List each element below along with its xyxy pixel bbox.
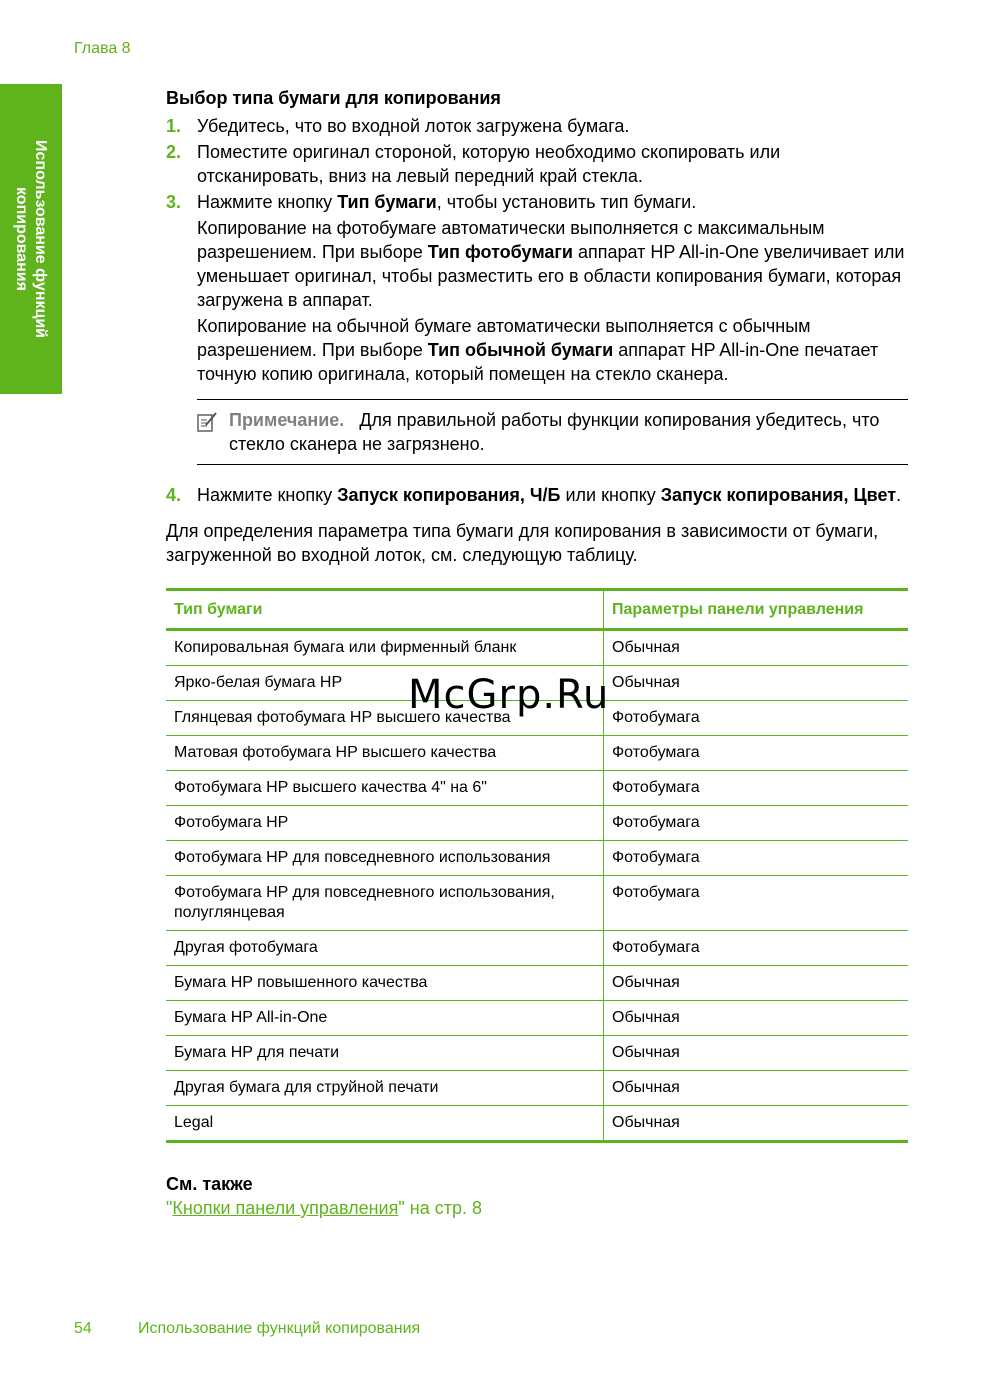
table-row [166,931,908,966]
control-panel-setting-cell: Обычная [604,1001,909,1036]
table-row [166,771,908,806]
table-row [166,1071,908,1106]
control-panel-setting-cell: Фотобумага [604,771,909,806]
paper-type-cell: Бумага HP All-in-One [166,1001,604,1036]
note-pencil-icon [197,412,219,432]
see-also-reference [166,1196,908,1220]
control-panel-setting-cell: Фотобумага [604,876,909,931]
paper-type-cell: Бумага HP для печати [166,1036,604,1071]
table-row [166,841,908,876]
table-row [166,806,908,841]
chapter-label: Глава 8 [74,40,131,57]
button-name: Тип бумаги [337,192,437,212]
table-row [166,1036,908,1071]
plain-paper-paragraph [197,314,908,386]
paper-type-cell: Фотобумага HP для повседневного использования, полуглянцевая [166,876,604,931]
text-run: Копирование на фотобумаге автоматически выполняется с максимальным разрешением. При выборе [197,218,825,262]
quote-mark: " [398,1198,405,1218]
option-name: Тип обычной бумаги [427,340,614,360]
control-panel-setting-cell: Обычная [612,1114,680,1131]
step-3 [166,190,908,386]
page-number: 54 [74,1320,92,1337]
step-text: Поместите оригинал стороной, которую необходимо скопировать или отсканировать, вниз на левый передний край стекла. [197,142,781,186]
control-panel-setting-cell: Обычная [604,1071,909,1106]
table-row [166,966,908,1001]
table-row [166,736,908,771]
paper-type-cell: Фотобумага HP высшего качества 4" на 6" [166,771,604,806]
table-intro: Для определения параметра типа бумаги для копирования в зависимости от бумаги, загруженной во входной лоток, см. следующую таблицу. [166,521,879,565]
step-number: 1. [166,116,182,136]
option-name: Тип фотобумаги [427,242,573,262]
paper-type-cell: Бумага HP повышенного качества [166,966,604,1001]
main-content [166,86,908,1220]
step-text: Убедитесь, что во входной лоток загружена бумага. [197,116,630,136]
control-panel-setting-cell: Обычная [604,1036,909,1071]
text-run: , чтобы установить тип бумаги. [436,192,697,212]
text-run: аппарат HP All-in-One печатает точную копию оригинала, который помещен на стекло сканера. [197,340,879,384]
note-label: Примечание. [229,410,345,430]
step-2 [166,140,908,188]
side-tab-line1: Использование функций [32,140,49,338]
column-header-control-panel: Параметры панели управления [604,590,909,630]
step-number: 4. [166,485,182,505]
table-row [166,1106,908,1142]
control-panel-setting-cell: Обычная [604,666,909,701]
paper-type-cell: Ярко-белая бумага HP [166,666,604,701]
button-name: Запуск копирования, Цвет [660,485,897,505]
control-panel-setting-cell: Фотобумага [604,736,909,771]
control-panel-setting-cell: Фотобумага [604,806,909,841]
table-row [166,630,908,666]
control-panel-setting-cell: Фотобумага [604,701,909,736]
text-run: Нажмите кнопку [197,192,338,212]
control-panel-buttons-link[interactable]: Кнопки панели управления [172,1198,399,1218]
step-text [197,190,908,214]
note-text: Для правильной работы функции копирования убедитесь, что стекло сканера не загрязнено. [229,410,880,454]
page-footer [74,1320,420,1338]
step-4 [166,483,908,507]
column-header-paper-type: Тип бумаги [166,590,604,630]
table-row [166,1001,908,1036]
page-reference: на стр. 8 [404,1198,482,1218]
paper-type-cell: Фотобумага HP [166,806,604,841]
step-number: 2. [166,142,182,162]
paper-type-cell: Глянцевая фотобумага HP высшего качества [166,701,604,736]
see-also-title: См. также [166,1174,253,1194]
paper-type-cell: Фотобумага HP для повседневного использования [166,841,604,876]
control-panel-setting-cell: Обычная [604,966,909,1001]
side-tab-line2: копирования [13,187,30,291]
control-panel-setting-cell: Обычная [604,630,909,666]
text-run: аппарат HP All-in-One увеличивает или уменьшает оригинал, чтобы разместить его в области копирования бумаги, которая загружена в аппарат. [197,242,905,310]
footer-title: Использование функций копирования [138,1320,421,1337]
side-section-tab [0,84,62,394]
step-1 [166,114,908,138]
paper-type-cell: Другая бумага для струйной печати [166,1071,604,1106]
section-title: Выбор типа бумаги для копирования [166,88,501,108]
table-header-row [166,590,908,630]
step-number: 3. [166,192,182,212]
button-name: Запуск копирования, Ч/Б [337,485,561,505]
paper-type-cell: Legal [166,1106,604,1142]
photo-paper-paragraph [197,216,908,312]
step-text [197,483,908,507]
note-box [197,399,908,465]
text-run: или кнопку [560,485,661,505]
quote-mark: " [166,1198,173,1218]
paper-type-cell: Копировальная бумага или фирменный бланк [166,630,604,666]
watermark: McGrp.Ru [408,672,610,718]
paper-type-cell: Матовая фотобумага HP высшего качества [166,736,604,771]
text-run: . [896,485,902,505]
table-row [166,876,908,931]
text-run: Нажмите кнопку [197,485,338,505]
text-run: Копирование на обычной бумаге автоматически выполняется с обычным разрешением. При выборе [197,316,811,360]
paper-type-cell: Другая фотобумага [166,931,604,966]
control-panel-setting-cell: Фотобумага [604,931,909,966]
control-panel-setting-cell: Фотобумага [604,841,909,876]
